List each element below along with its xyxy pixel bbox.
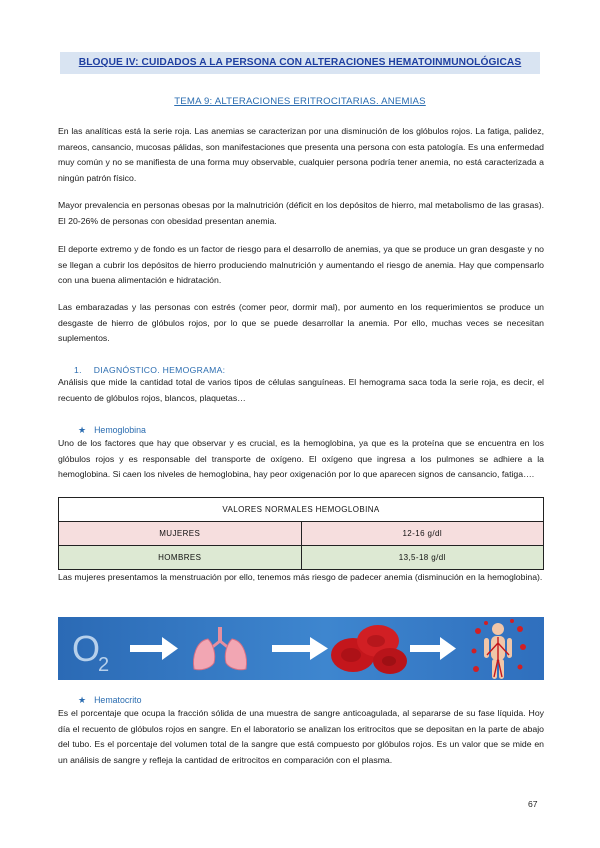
red-blood-cell-icon [331, 625, 407, 674]
oxygen-transport-banner [58, 617, 544, 680]
intro-paragraph-4: Las embarazadas y las personas con estrés (comer peor, dormir mal), por aumento en los requerimientos se produce un desgaste de hierro de glóbulos rojos, por lo que se puede desarrollar la anemia. Por ello, muchas veces se necesitan suplementos. [58, 302, 544, 343]
intro-paragraph-1: En las analíticas está la serie roja. Las anemias se caracterizan por una disminución de los glóbulos rojos. La fatiga, palidez, mareos, cansancio, mucosas pálidas, son manifestaciones que presenta una persona con esta patología. Es una enfermedad muy común y no se manifiesta de una forma muy observable, cualquier persona podría tener anemia, no está caracterizada a ningún patrón físico. [58, 126, 544, 183]
lungs-icon [194, 627, 247, 670]
hemoglobina-paragraph: Uno de los factores que hay que observar y es crucial, es la hemoglobina, ya que es la proteína que se encuentra en los glóbulos rojos y es responsable del transporte de oxígeno. El oxígeno que ingresa a los pulmones se adhiere a la hemoglobina. Si caen los niveles de hemoglobina, hay peor oxigenación por lo que aparecen signos de cansancio, fatiga…. [58, 438, 544, 479]
arrow-icon [410, 637, 456, 660]
section1-paragraph: Análisis que mide la cantidad total de varios tipos de células sanguíneas. El hemograma saca toda la serie roja, es decir, el recuento de glóbulos rojos, blancos, plaquetas… [58, 377, 544, 403]
banner-illustration [58, 617, 544, 680]
subheading-text: Hemoglobina [94, 425, 146, 435]
block-title: BLOQUE IV: CUIDADOS A LA PERSONA CON ALTERACIONES HEMATOINMUNOLÓGICAS [60, 52, 540, 74]
o2-subscript: 2 [98, 654, 110, 676]
table-cell-value: 12-16 g/dl [301, 522, 544, 546]
section-heading-text: DIAGNÓSTICO. HEMOGRAMA: [93, 365, 226, 375]
arrow-icon [130, 637, 178, 660]
table-cell-label: MUJERES [59, 522, 302, 546]
o2-letter: O [72, 628, 101, 669]
table-cell-label: HOMBRES [59, 546, 302, 570]
subheading-text: Hematocrito [94, 695, 142, 705]
section-number: 1. [74, 365, 82, 375]
page-number: 67 [528, 799, 538, 809]
topic-title: TEMA 9: ALTERACIONES ERITROCITARIAS. ANEMIAS [174, 96, 426, 107]
table-title: VALORES NORMALES HEMOGLOBINA [59, 498, 544, 522]
human-body-icon [472, 619, 527, 679]
intro-paragraph-3: El deporte extremo y de fondo es un factor de riesgo para el desarrollo de anemias, ya que se produce un gran desgaste y no se llegan a cubrir los depósitos de hierro produciendo malnutrición y aumentando el riesgo de anemia. Hay que compensarlo con una buena alimentación e hidratación. [58, 244, 544, 285]
table-row [59, 546, 544, 570]
star-bullet-icon: ★ [78, 695, 87, 705]
hemoglobin-values-table [58, 497, 544, 570]
oxygen-icon [72, 628, 109, 676]
section-heading-diagnostico [74, 365, 225, 375]
arrow-icon [272, 637, 328, 660]
hematocrito-paragraph: Es el porcentaje que ocupa la fracción sólida de una muestra de sangre anticoagulada, al separarse de su fase líquida. Hoy día el recuento de glóbulos rojos en sangre. En el laboratorio se analizan los eritrocitos que se depositan en la parte de abajo del tubo. Es el porcentaje del volumen total de la sangre que está compuesto por glóbulos rojos. Es un valor que se mide en un análisis de sangre y refleja la cantidad de eritrocitos en comparación con el plasma. [58, 708, 544, 765]
hemoglobina-note: Las mujeres presentamos la menstruación por ello, tenemos más riesgo de padecer anemia (disminución en la hemoglobina). [58, 572, 543, 582]
intro-paragraph-2: Mayor prevalencia en personas obesas por la malnutrición (déficit en los depósitos de hierro, mal metabolismo de las grasas). El 20-26% de personas con obesidad presentan anemia. [58, 200, 544, 226]
star-bullet-icon: ★ [78, 425, 87, 435]
table-row [59, 522, 544, 546]
subheading-hematocrito [78, 695, 142, 706]
table-cell-value: 13,5-18 g/dl [301, 546, 544, 570]
subheading-hemoglobina [78, 425, 146, 436]
